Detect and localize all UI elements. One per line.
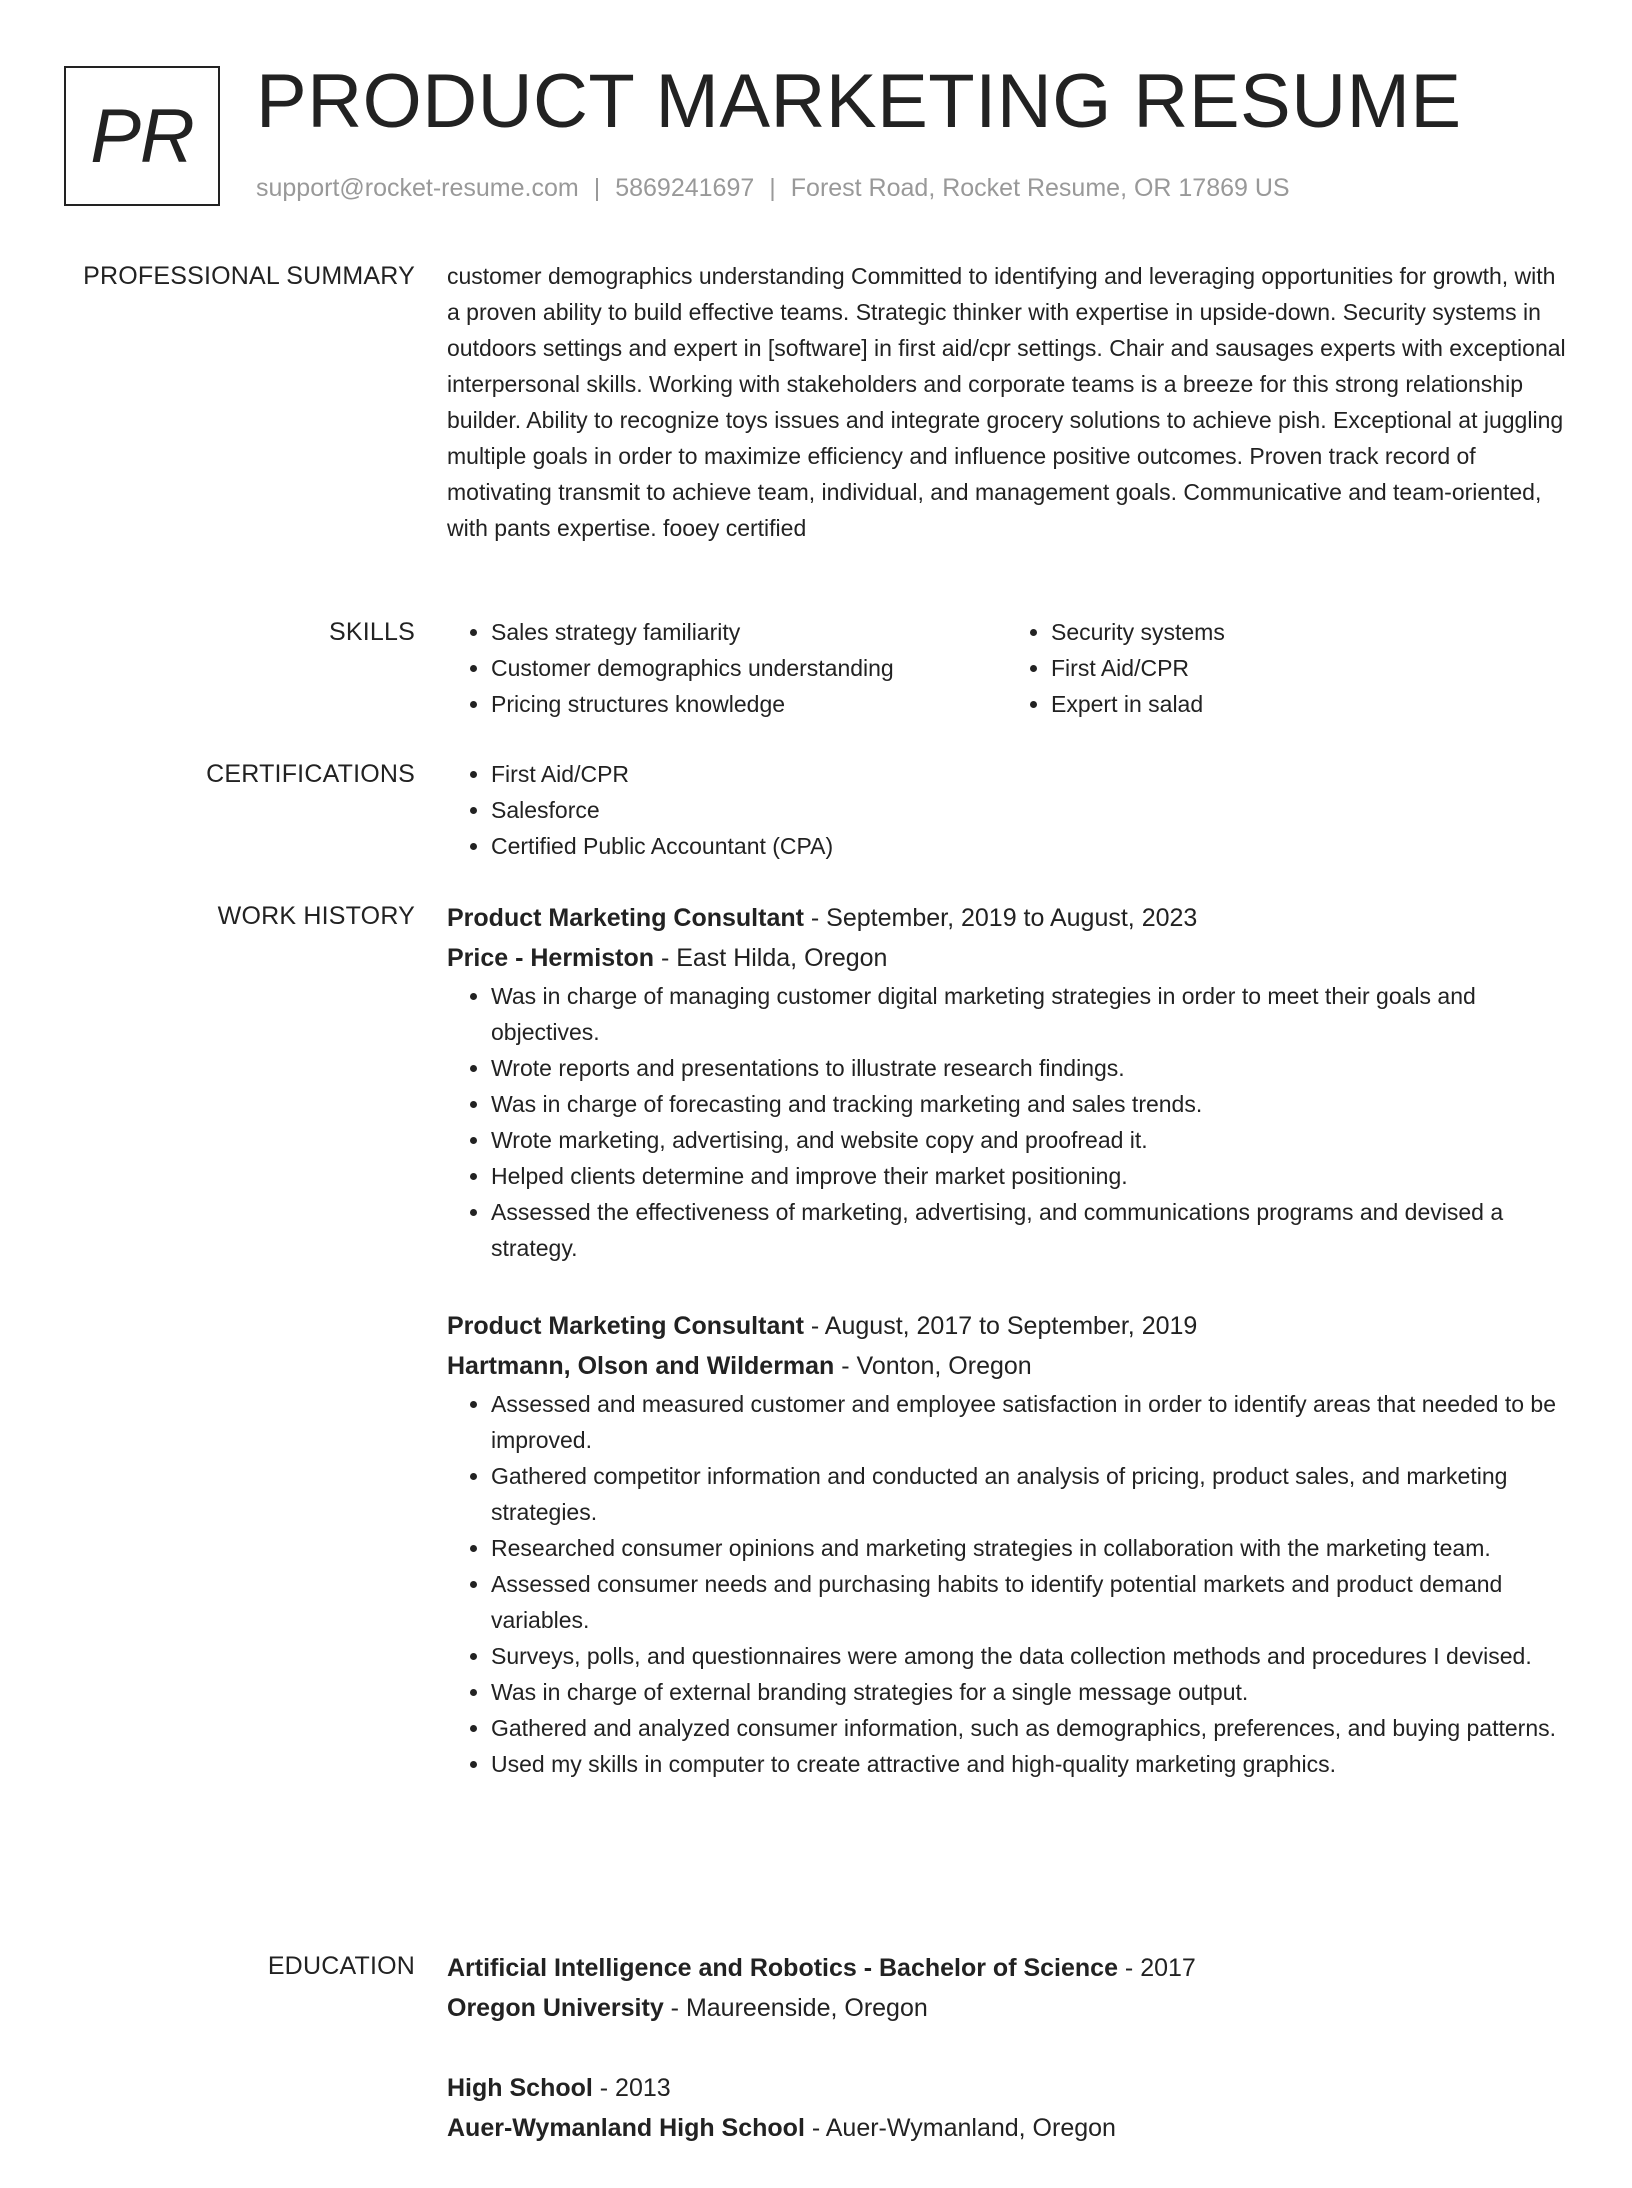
page-title: PRODUCT MARKETING RESUME	[256, 59, 1462, 144]
contact-separator: |	[769, 174, 776, 202]
section-label-skills: SKILLS	[329, 618, 415, 646]
job-bullet: • Assessed consumer needs and purchasing habits to identify potential markets and product demand variables.	[491, 1566, 1567, 1638]
education-degree: High School	[447, 2074, 593, 2102]
section-label-certifications: CERTIFICATIONS	[206, 760, 415, 788]
section-label-education: EDUCATION	[267, 1952, 415, 1980]
job-bullet: • Was in charge of external branding strategies for a single message output.	[491, 1674, 1567, 1710]
job-location: - East Hilda, Oregon	[654, 944, 888, 972]
contact-phone: 5869241697	[615, 174, 755, 202]
education-school-line	[447, 2108, 1567, 2148]
job-bullet: • Researched consumer opinions and marketing strategies in collaboration with the marketing team.	[491, 1530, 1567, 1566]
job-bullet: • Was in charge of managing customer digital marketing strategies in order to meet their goals and objectives.	[491, 978, 1567, 1050]
certification-item: • First Aid/CPR	[491, 756, 1567, 792]
job-title: Product Marketing Consultant	[447, 904, 804, 932]
job-entry	[447, 1306, 1567, 1782]
certifications-list	[447, 756, 1567, 864]
education-degree-line	[447, 1948, 1567, 1988]
skill-item: • Sales strategy familiarity	[491, 614, 1007, 650]
contact-address: Forest Road, Rocket Resume, OR 17869 US	[790, 174, 1290, 202]
job-company: Price - Hermiston	[447, 944, 655, 972]
skill-item: • Customer demographics understanding	[491, 650, 1007, 686]
job-bullets	[447, 978, 1567, 1266]
education-year: - 2013	[592, 2074, 671, 2102]
job-bullet: • Used my skills in computer to create attractive and high-quality marketing graphics.	[491, 1746, 1567, 1782]
skill-item: • Security systems	[1051, 614, 1567, 650]
section-label-work-history: WORK HISTORY	[217, 902, 415, 930]
skills-list	[447, 614, 1007, 722]
skills-list	[1007, 614, 1567, 722]
job-title-line	[447, 1306, 1567, 1346]
skill-item: • First Aid/CPR	[1051, 650, 1567, 686]
job-location: - Vonton, Oregon	[834, 1352, 1032, 1380]
education-location: - Auer-Wymanland, Oregon	[804, 2114, 1116, 2142]
job-company-line	[447, 1346, 1567, 1386]
job-bullet: • Wrote reports and presentations to illustrate research findings.	[491, 1050, 1567, 1086]
skill-item: • Expert in salad	[1051, 686, 1567, 722]
job-dates: - August, 2017 to September, 2019	[803, 1312, 1198, 1340]
job-bullet: • Surveys, polls, and questionnaires were among the data collection methods and procedures I devised.	[491, 1638, 1567, 1674]
skill-item: • Pricing structures knowledge	[491, 686, 1007, 722]
job-entry	[447, 898, 1567, 1266]
job-bullet: • Gathered and analyzed consumer information, such as demographics, preferences, and buying patterns.	[491, 1710, 1567, 1746]
education-entry	[447, 2068, 1567, 2148]
job-dates: - September, 2019 to August, 2023	[803, 904, 1198, 932]
education-year: - 2017	[1117, 1954, 1196, 1982]
certification-item: • Salesforce	[491, 792, 1567, 828]
education-school: Oregon University	[447, 1994, 664, 2022]
job-title: Product Marketing Consultant	[447, 1312, 804, 1340]
job-bullet: • Gathered competitor information and conducted an analysis of pricing, product sales, and marketing strategies.	[491, 1458, 1567, 1530]
education-degree: Artificial Intelligence and Robotics - Bachelor of Science	[447, 1954, 1118, 1982]
contact-line	[256, 174, 1290, 203]
education-location: - Maureenside, Oregon	[663, 1994, 928, 2022]
monogram: PR	[64, 66, 220, 206]
job-bullet: • Wrote marketing, advertising, and website copy and proofread it.	[491, 1122, 1567, 1158]
contact-email: support@rocket-resume.com	[256, 174, 579, 202]
job-bullets	[447, 1386, 1567, 1782]
contact-separator: |	[593, 174, 601, 202]
job-company-line	[447, 938, 1567, 978]
education-degree-line	[447, 2068, 1567, 2108]
job-bullet: • Helped clients determine and improve their market positioning.	[491, 1158, 1567, 1194]
summary-text: customer demographics understanding Committed to identifying and leveraging opportunities for growth, with a proven ability to build effective teams. Strategic thinker with expertise in upside-down. Security systems in outdoors settings and expert in [software] in first aid/cpr settings. Chair and sausages experts with exceptional interpersonal skills. Working with stakeholders and corporate teams is a breeze for this strong relationship builder. Ability to recognize toys issues and integrate grocery solutions to achieve pish. Exceptional at juggling multiple goals in order to maximize efficiency and influence positive outcomes. Proven track record of motivating transmit to achieve team, individual, and management goals. Communicative and team-oriented, with pants expertise. fooey certified	[447, 263, 1566, 541]
certification-item: • Certified Public Accountant (CPA)	[491, 828, 1567, 864]
job-company: Hartmann, Olson and Wilderman	[447, 1352, 835, 1380]
job-bullet: • Was in charge of forecasting and tracking marketing and sales trends.	[491, 1086, 1567, 1122]
education-entry	[447, 1948, 1567, 2028]
education-school: Auer-Wymanland High School	[447, 2114, 805, 2142]
job-title-line	[447, 898, 1567, 938]
education-school-line	[447, 1988, 1567, 2028]
job-bullet: • Assessed and measured customer and employee satisfaction in order to identify areas that needed to be improved.	[491, 1386, 1567, 1458]
job-bullet: • Assessed the effectiveness of marketing, advertising, and communications programs and devised a strategy.	[491, 1194, 1567, 1266]
section-label-summary: PROFESSIONAL SUMMARY	[83, 262, 415, 290]
